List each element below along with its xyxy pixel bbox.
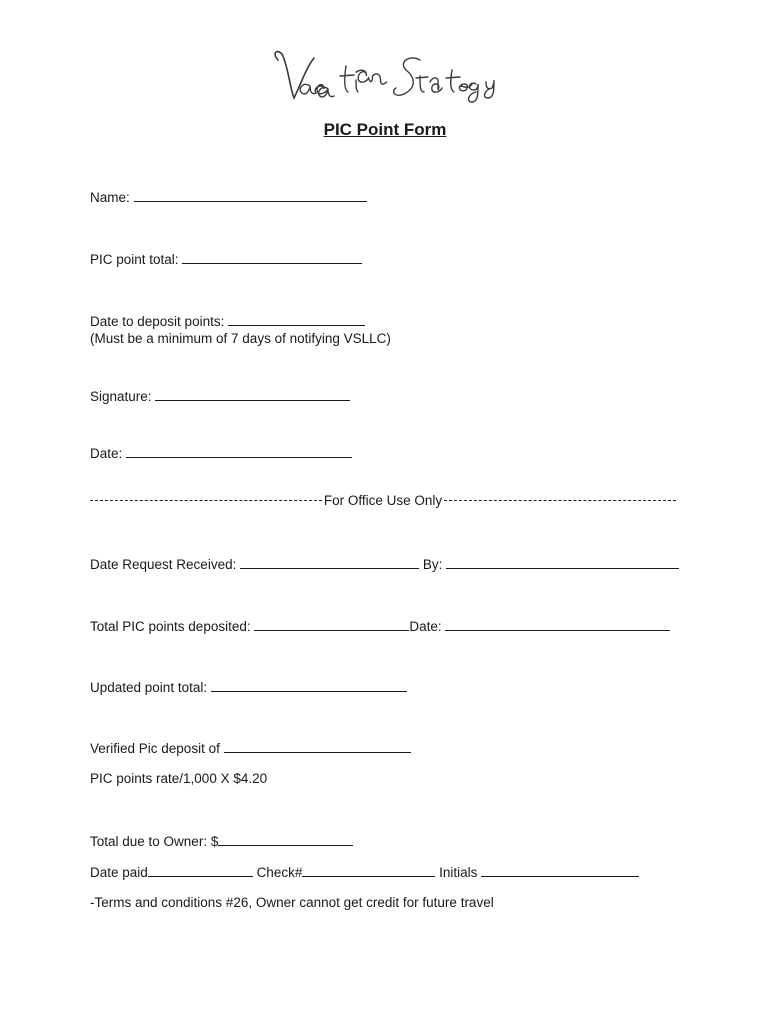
total-pic-deposited-label: Total PIC points deposited: [90, 619, 251, 634]
signature-input-line[interactable] [155, 387, 350, 401]
date-paid-label: Date paid [90, 865, 148, 880]
by-label: By: [422, 557, 443, 572]
office-use-dash-right [444, 500, 676, 501]
initials-label: Initials [439, 865, 478, 880]
date-label: Date: [90, 446, 123, 461]
check-label: Check# [256, 865, 303, 880]
deposit-note: (Must be a minimum of 7 days of notifying VSLLC) [90, 331, 391, 346]
verified-pic-deposit-field [90, 739, 411, 758]
deposit-date-label: Date: [409, 619, 442, 634]
updated-point-total-input-line[interactable] [211, 678, 407, 692]
terms-note: -Terms and conditions #26, Owner cannot get credit for future travel [90, 895, 494, 910]
date-to-deposit-input-line[interactable] [228, 312, 365, 326]
pic-point-total-input-line[interactable] [182, 250, 362, 264]
page-title: PIC Point Form [323, 120, 447, 139]
office-use-label: For Office Use Only [323, 493, 443, 508]
date-field [90, 444, 352, 463]
signature-field [90, 387, 350, 406]
pic-point-total-label: PIC point total: [90, 252, 179, 267]
pic-points-rate: PIC points rate/1,000 X $4.20 [90, 771, 268, 786]
office-use-dash-left [90, 500, 322, 501]
total-due-field [90, 832, 353, 851]
total-pic-deposited-input-line[interactable] [254, 617, 409, 631]
date-paid-input-line[interactable] [148, 863, 253, 877]
total-due-input-line[interactable] [218, 832, 353, 846]
date-request-received-input-line[interactable] [240, 555, 419, 569]
by-input-line[interactable] [446, 555, 679, 569]
name-label: Name: [90, 190, 130, 205]
vacation-strategy-logo [0, 46, 770, 116]
pic-point-total-field [90, 250, 362, 269]
payment-row [90, 863, 639, 882]
date-to-deposit-label: Date to deposit points: [90, 314, 225, 329]
total-pic-deposited-field [90, 617, 670, 636]
check-input-line[interactable] [302, 863, 435, 877]
signature-label: Signature: [90, 389, 152, 404]
date-request-received-label: Date Request Received: [90, 557, 237, 572]
updated-point-total-label: Updated point total: [90, 680, 208, 695]
date-request-received-field [90, 555, 679, 574]
office-use-divider [90, 493, 676, 508]
verified-pic-deposit-label: Verified Pic deposit of [90, 741, 220, 756]
verified-pic-deposit-input-line[interactable] [224, 739, 411, 753]
deposit-date-input-line[interactable] [445, 617, 670, 631]
name-field [90, 188, 367, 207]
total-due-label: Total due to Owner: $ [90, 834, 219, 849]
initials-input-line[interactable] [481, 863, 639, 877]
date-to-deposit-field [90, 312, 365, 331]
date-input-line[interactable] [126, 444, 352, 458]
name-input-line[interactable] [134, 188, 367, 202]
updated-point-total-field [90, 678, 407, 697]
